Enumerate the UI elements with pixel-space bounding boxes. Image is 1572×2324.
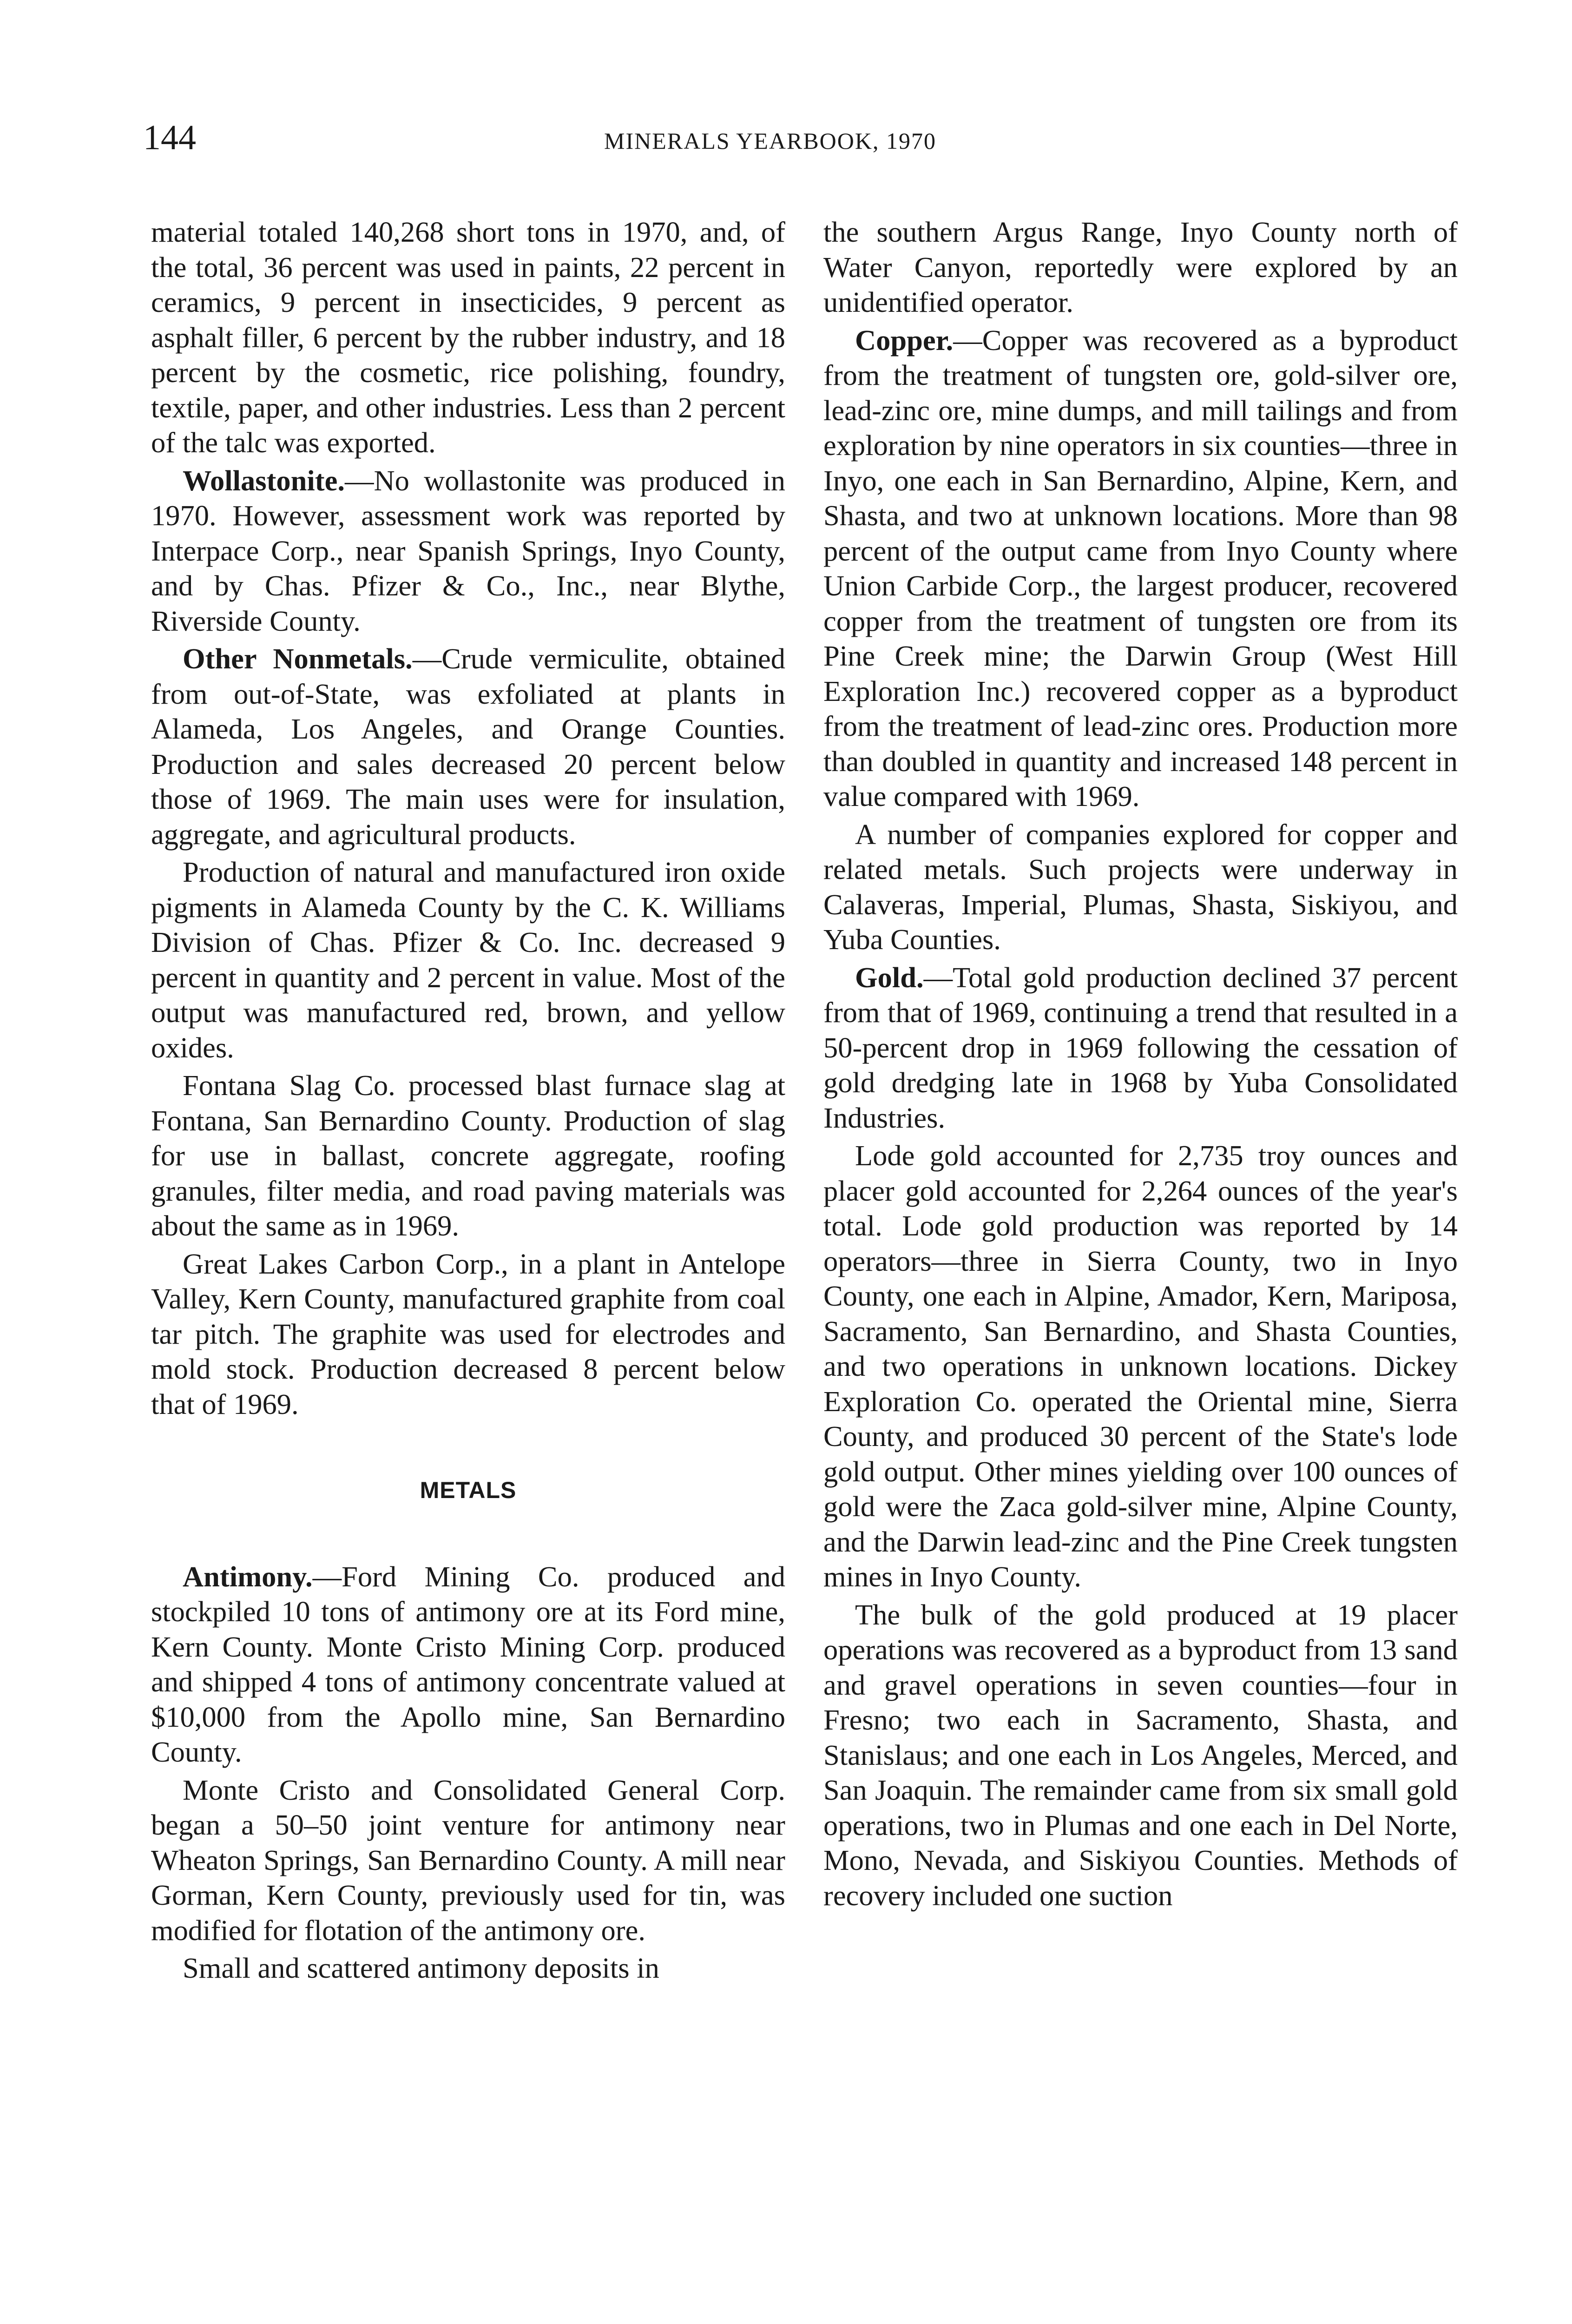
copper-text: —Copper was recovered as a byproduct from the treatment of tungsten ore, gold-silver ore, lead-zinc ore, mine dumps, and mill tailings and from exploration by nine operators in six counties—three in Inyo, one each in San Bernardino, Alpine, Kern, and Shasta, and two at unknown locations. More than 98 percent of the output came from Inyo County where Union Carbide Corp., the largest producer, recovered copper from the treatment of tungsten ore from its Pine Creek mine; the Darwin Group (West Hill Exploration Inc.) recovered copper as a byproduct from the treatment of lead-zinc ores. Production more than doubled in quantity and increased 148 percent in value compared with 1969. <box>823 324 1458 812</box>
wollastonite-paragraph <box>151 463 785 639</box>
argus-range-paragraph: the southern Argus Range, Inyo County north of Water Canyon, reportedly were explored by an unidentified operator. <box>823 216 1458 318</box>
other-nonmetals-heading: Other Nonmetals. <box>183 642 413 675</box>
wollastonite-text: —No wollastonite was produced in 1970. However, assessment work was reported by Interpace Corp., near Spanish Springs, Inyo County, and by Chas. Pfizer & Co., Inc., near Blythe, Riverside County. <box>151 464 785 637</box>
wollastonite-heading: Wollastonite. <box>183 464 345 497</box>
small-deposits-paragraph: Small and scattered antimony deposits in <box>183 1952 659 1984</box>
other-nonmetals-text: —Crude vermiculite, obtained from out-of-State, was exfoliated at plants in Alameda, Los Angeles, and Orange Counties. Production and sales decreased 20 percent below those of 1969. The main uses were for insulation, aggregate, and agricultural products. <box>151 642 785 851</box>
gold-heading: Gold. <box>855 961 924 994</box>
monte-cristo-paragraph: Monte Cristo and Consolidated General Corp. began a 50–50 joint venture for antimony near Wheaton Springs, San Bernardino County. A mill near Gorman, Kern County, previously used for tin, was modified for flotation of the antimony ore. <box>151 1773 785 1947</box>
lode-gold-paragraph: Lode gold accounted for 2,735 troy ounces and placer gold accounted for 2,264 ounces of the year's total. Lode gold production was reported by 14 operators—three in Sierra County, two in Inyo County, one each in Alpine, Amador, Kern, Mariposa, Sacramento, San Bernardino, and Shasta Counties, and two operations in unknown locations. Dickey Exploration Co. operated the Oriental mine, Sierra County, and produced 30 percent of the State's lode gold output. Other mines yielding over 100 ounces of gold were the Zaca gold-silver mine, Alpine County, and the Darwin lead-zinc and the Pine Creek tungsten mines in Inyo County. <box>823 1139 1458 1593</box>
right-column <box>823 215 1458 1916</box>
talc-paragraph: material totaled 140,268 short tons in 1970, and, of the total, 36 percent was used in paints, 22 percent in ceramics, 9 percent in insecticides, 9 percent as asphalt filler, 6 percent by the rubber industry, and 18 percent by the cosmetic, rice polishing, foundry, textile, paper, and other industries. Less than 2 percent of the talc was exported. <box>151 216 785 459</box>
antimony-heading: Antimony. <box>183 1560 313 1593</box>
page-number: 144 <box>143 118 196 157</box>
placer-gold-paragraph: The bulk of the gold produced at 19 placer operations was recovered as a byproduct from 13 sand and gravel operations in seven counties—four in Fresno; two each in Sacramento, Shasta, and Stanislaus; and one each in Los Angeles, Merced, and San Joaquin. The remainder came from six small gold operations, two in Plumas and one each in Del Norte, Mono, Nevada, and Siskiyou Counties. Methods of recovery included one suction <box>823 1598 1458 1912</box>
fontana-slag-paragraph: Fontana Slag Co. processed blast furnace slag at Fontana, San Bernardino County. Production of slag for use in ballast, concrete aggregate, roofing granules, filter media, and road paving materials was about the same as in 1969. <box>151 1069 785 1242</box>
antimony-text: —Ford Mining Co. produced and stockpiled 10 tons of antimony ore at its Ford mine, Kern County. Monte Cristo Mining Corp. produced and shipped 4 tons of antimony concentrate valued at $10,000 from the Apollo mine, San Bernardino County. <box>151 1560 785 1768</box>
gold-paragraph <box>823 960 1458 1136</box>
copper-exploration-paragraph: A number of companies explored for copper and related metals. Such projects were underway in Calaveras, Imperial, Plumas, Shasta, Siskiyou, and Yuba Counties. <box>823 818 1458 956</box>
copper-heading: Copper. <box>855 324 954 357</box>
running-head: MINERALS YEARBOOK, 1970 <box>604 128 936 154</box>
copper-paragraph <box>823 323 1458 814</box>
metals-section-heading: METALS <box>420 1477 517 1503</box>
left-column <box>151 215 785 1989</box>
great-lakes-carbon-paragraph: Great Lakes Carbon Corp., in a plant in Antelope Valley, Kern County, manufactured graphite from coal tar pitch. The graphite was used for electrodes and mold stock. Production decreased 8 percent below that of 1969. <box>151 1247 785 1420</box>
gold-text: —Total gold production declined 37 percent from that of 1969, continuing a trend that resulted in a 50-percent drop in 1969 following the cessation of gold dredging late in 1968 by Yuba Consolidated Industries. <box>823 961 1458 1134</box>
other-nonmetals-paragraph <box>151 641 785 852</box>
iron-oxide-paragraph: Production of natural and manufactured iron oxide pigments in Alameda County by the C. K. Williams Division of Chas. Pfizer & Co. Inc. decreased 9 percent in quantity and 2 percent in value. Most of the output was manufactured red, brown, and yellow oxides. <box>151 856 785 1064</box>
antimony-paragraph <box>151 1559 785 1770</box>
